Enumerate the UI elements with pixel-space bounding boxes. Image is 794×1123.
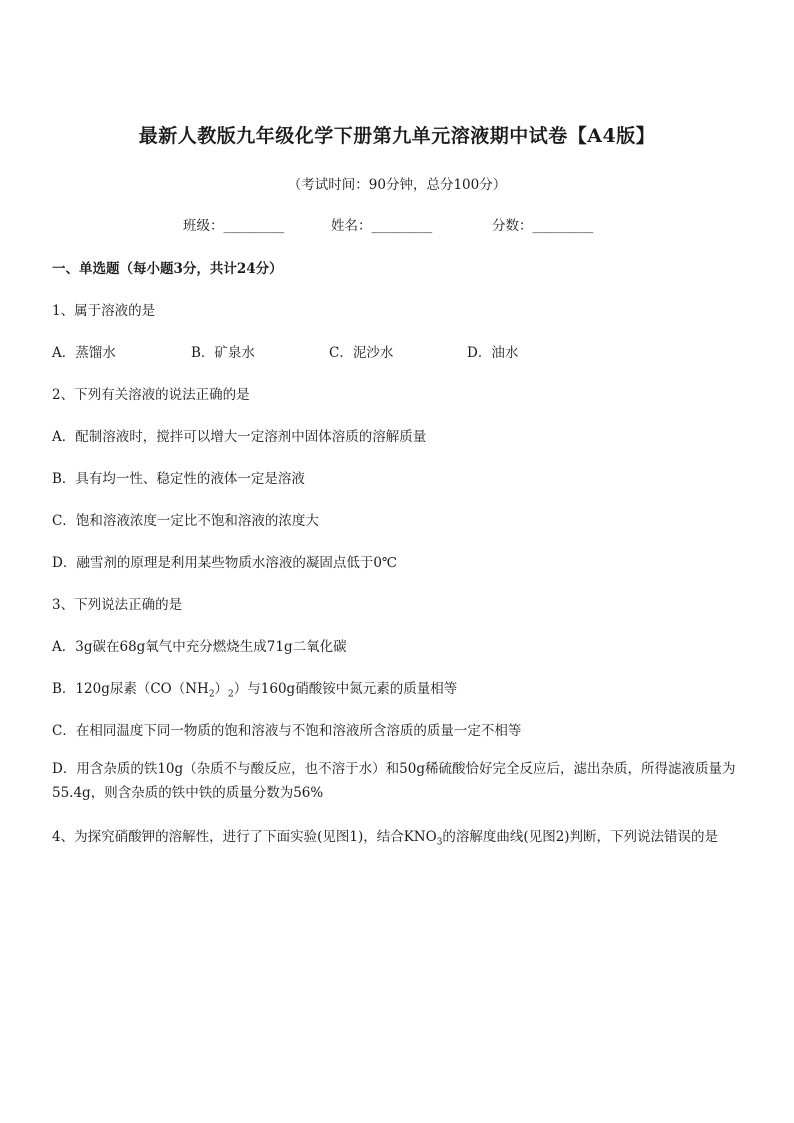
question-4-stem: 4、为探究硝酸钾的溶解性，进行了下面实验(见图1)，结合$KNO_3$的溶解度曲线(见图2)判断，下列说法错误的是 <box>52 829 719 848</box>
question-2-stem: 2、下列有关溶液的说法正确的是 <box>52 387 250 403</box>
question-1-option-d: D．油水 <box>467 345 519 361</box>
question-3-option-b: B．120g尿素$(CO(NH_2)_2)$与160g硝酸铵中氮元素的质量相等 <box>52 681 458 700</box>
question-3-option-d: D．用含杂质的铁10g（杂质不与酸反应，也不溶于水）和50g稀硫酸恰好完全反应后，滤出杂质，所得滤液质量为55.4g，则含杂质的铁中铁的质量分数为56% <box>52 761 736 801</box>
question-1-option-b: B．矿泉水 <box>191 345 255 361</box>
question-1-option-c: C．泥沙水 <box>329 345 394 361</box>
question-2-option-d: D．融雪剂的原理是利用某些物质水溶液的凝固点低于0℃ <box>52 555 398 571</box>
question-2-option-a: A．配制溶液时，搅拌可以增大一定溶剂中固体溶质的溶解质量 <box>52 429 427 445</box>
question-1-stem: 1、属于溶液的是 <box>52 303 156 319</box>
question-2-option-b: B．具有均一性、稳定性的液体一定是溶液 <box>52 471 305 487</box>
class-field: 班级：_________ <box>183 218 285 234</box>
name-field: 姓名：_________ <box>331 218 433 234</box>
question-2-option-c: C．饱和溶液浓度一定比不饱和溶液的浓度大 <box>52 513 319 529</box>
page-title: 最新人教版九年级化学下册第九单元溶液期中试卷【A4版】 <box>138 125 656 147</box>
exam-time-note: （考试时间：90分钟，总分100分） <box>287 177 507 193</box>
section-heading: 一、单选题（每小题3分，共计24分） <box>52 261 283 277</box>
question-3-stem: 3、下列说法正确的是 <box>52 597 183 613</box>
question-3-option-a: A．3g碳在68g氧气中充分燃烧生成71g二氧化碳 <box>52 639 347 655</box>
question-3-option-c: C．在相同温度下同一物质的饱和溶液与不饱和溶液所含溶质的质量一定不相等 <box>52 723 522 739</box>
score-field: 分数：_________ <box>492 218 594 234</box>
question-1-option-a: A．蒸馏水 <box>52 345 116 361</box>
